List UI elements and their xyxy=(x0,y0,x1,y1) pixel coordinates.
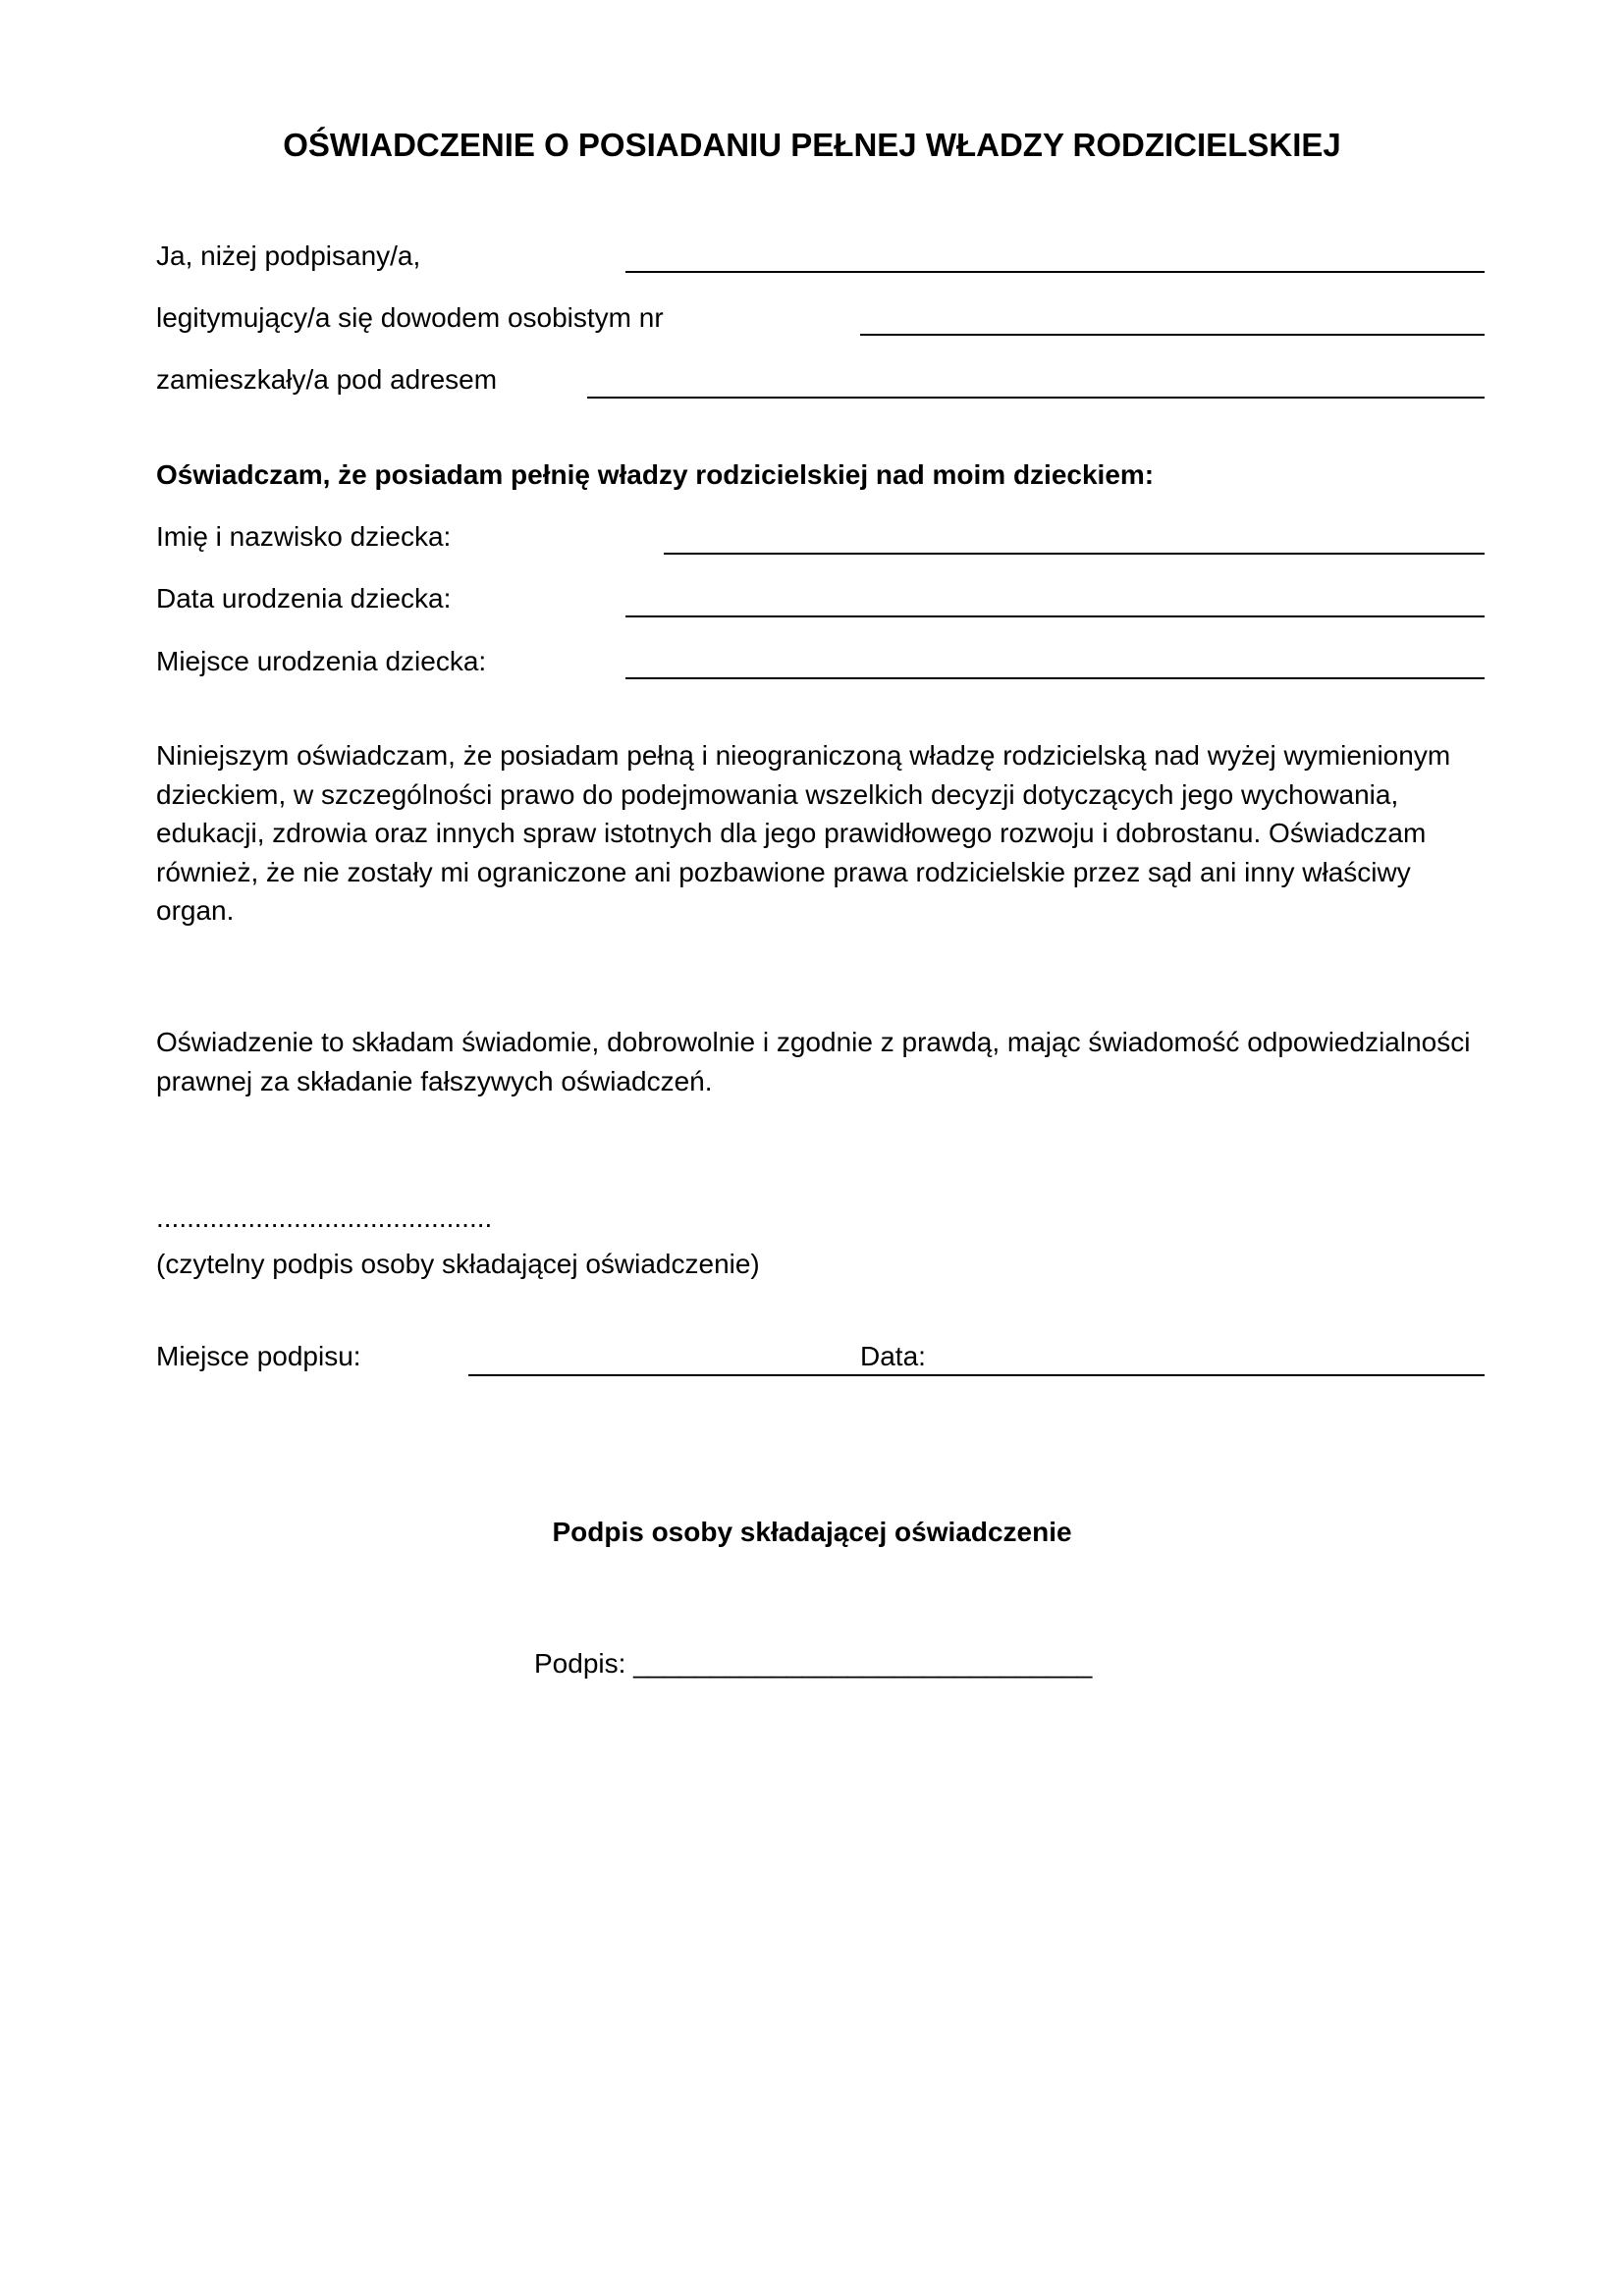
child-birth-place-field[interactable] xyxy=(625,677,1485,679)
parent-name-field[interactable] xyxy=(625,271,1485,273)
place-date-field[interactable] xyxy=(468,1374,1485,1376)
parent-address-field[interactable] xyxy=(587,397,1485,399)
declaration-paragraph: Niniejszym oświadczam, że posiadam pełną i nieograniczoną władzę rodzicielską nad wyżej wymienionym dzieckiem, w szczególności prawo do podejmowania wszelkich decyzji dotyczących jego wychowania, edukacji, zdrowia oraz innych spraw istotnych dla jego prawidłowego rozwoju i dobrostanu. Oświadczam również, że nie zostały mi ograniczone ani pozbawione prawa rodzicielskie przez sąd ani inny właściwy organ. xyxy=(156,740,1451,926)
footer-heading: Podpis osoby składającej oświadczenie xyxy=(552,1517,1072,1547)
declaration-heading: Oświadczam, że posiadam pełnię władzy rodzicielskiej nad moim dzieckiem: xyxy=(156,459,1155,490)
child-name-label: Imię i nazwisko dziecka: xyxy=(156,521,452,552)
signature-place-label: Miejsce podpisu: xyxy=(156,1341,361,1371)
parent-name-label: Ja, niżej podpisany/a, xyxy=(156,240,421,271)
child-birth-place-label: Miejsce urodzenia dziecka: xyxy=(156,646,487,676)
child-birth-date-label: Data urodzenia dziecka: xyxy=(156,583,452,614)
parent-id-field[interactable] xyxy=(860,334,1485,336)
child-birth-date-field[interactable] xyxy=(625,615,1485,617)
parent-id-label: legitymujący/a się dowodem osobistym nr xyxy=(156,302,664,333)
signature-caption: (czytelny podpis osoby składającej oświadczenie) xyxy=(156,1249,760,1279)
footer-signature-line[interactable]: Podpis: ______________________________ xyxy=(534,1648,1093,1679)
document-title: OŚWIADCZENIE O POSIADANIU PEŁNEJ WŁADZY RODZICIELSKIEJ xyxy=(283,127,1341,163)
truthfulness-paragraph: Oświadzenie to składam świadomie, dobrowolnie i zgodnie z prawdą, mając świadomość odpowiedzialności prawnej za składanie fałszywych oświadczeń. xyxy=(156,1027,1471,1096)
child-name-field[interactable] xyxy=(664,553,1485,555)
parent-address-label: zamieszkały/a pod adresem xyxy=(156,364,498,395)
signature-dots: ............................................ xyxy=(156,1202,493,1233)
signature-date-label: Data: xyxy=(860,1341,926,1371)
